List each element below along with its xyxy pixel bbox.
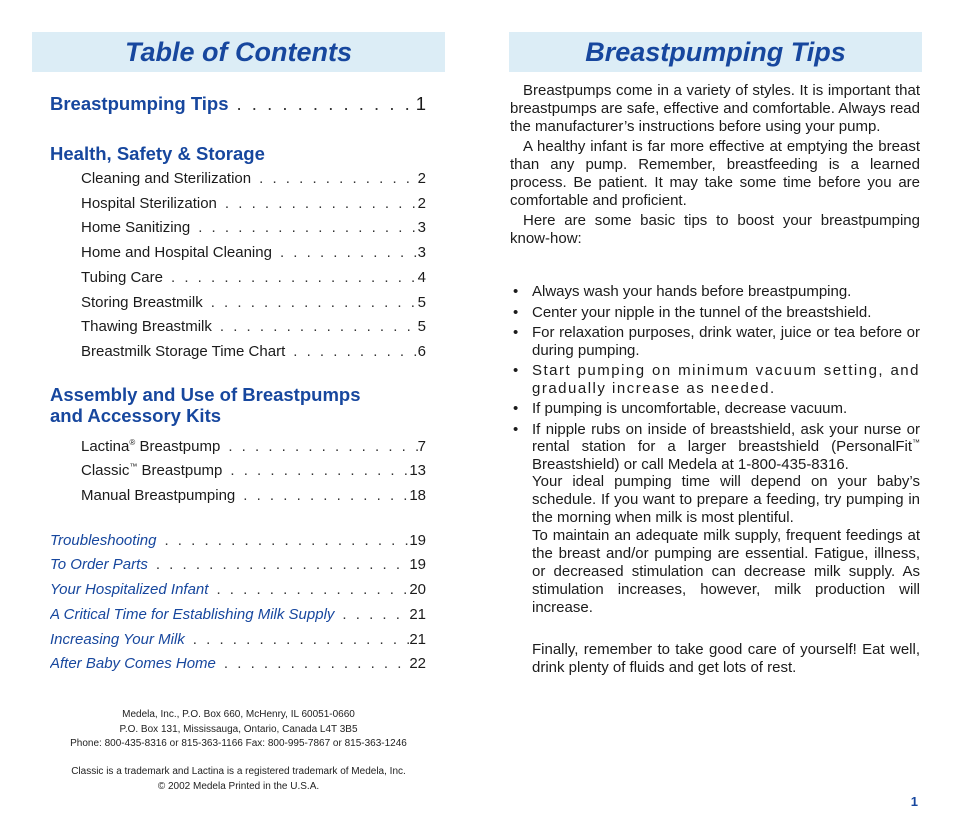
tips-list xyxy=(510,283,920,473)
toc-entry[interactable] xyxy=(50,315,426,340)
trademark-line: Classic is a trademark and Lactina is a registered trademark of Medela, Inc. xyxy=(71,766,406,777)
toc-entry-label: Your Hospitalized Infant xyxy=(50,581,209,599)
toc-entry-classic[interactable] xyxy=(50,459,426,484)
intro-paragraph: A healthy infant is far more effective at emptying the breast than any pump. Remember, breastfeeding is a learned process. Be patient. It may take some time before you are comfortable and proficient. xyxy=(510,138,920,209)
toc-page-number: 2 xyxy=(417,170,426,187)
toc-entry-after-baby[interactable] xyxy=(50,652,426,677)
toc-entry[interactable] xyxy=(50,192,426,217)
toc-entry-order-parts[interactable] xyxy=(50,553,426,578)
toc-page-number: 7 xyxy=(417,437,426,455)
table-of-contents xyxy=(50,92,426,677)
section-heading-line: Assembly and Use of Breastpumps xyxy=(50,383,361,405)
toc-page-number: 21 xyxy=(409,605,426,623)
company-address xyxy=(32,708,445,752)
address-line: Medela, Inc., P.O. Box 660, McHenry, IL 60051-0660 xyxy=(122,709,355,720)
toc-entry-label: Tubing Care xyxy=(81,268,163,286)
toc-entry-label: Troubleshooting xyxy=(50,531,157,549)
toc-entry-label: Hospital Sterilization xyxy=(81,194,217,212)
toc-entry-label: Lactina® Breastpump xyxy=(81,437,221,455)
leader-dots xyxy=(272,241,418,266)
tips-body xyxy=(510,82,920,677)
toc-entry-label: A Critical Time for Establishing Milk Supply xyxy=(50,605,335,623)
leader-dots xyxy=(222,459,409,484)
toc-page-number: 19 xyxy=(409,556,426,574)
toc-entry[interactable] xyxy=(50,291,426,316)
toc-entry[interactable] xyxy=(50,216,426,241)
toc-page-number: 18 xyxy=(409,487,426,505)
toc-page-number: 21 xyxy=(409,630,426,648)
toc-entry-label: Thawing Breastmilk xyxy=(81,318,212,336)
toc-entry-breastpumping-tips[interactable] xyxy=(50,92,426,116)
leader-dots xyxy=(148,553,409,578)
tip-item: • If pumping is uncomfortable, decrease vacuum. xyxy=(510,400,920,418)
toc-entry-label: Cleaning and Sterilization xyxy=(81,170,252,187)
toc-entry-label: Storing Breastmilk xyxy=(81,293,203,311)
toc-entry-label: Increasing Your Milk xyxy=(50,630,185,648)
toc-page-number: 6 xyxy=(417,342,426,360)
leader-dots xyxy=(235,484,409,509)
toc-entry-label: To Order Parts xyxy=(50,556,148,574)
section-heading-line: and Accessory Kits xyxy=(50,404,222,426)
tip-item: • Center your nipple in the tunnel of the breastshield. xyxy=(510,304,920,322)
toc-entry-label: Manual Breastpumping xyxy=(81,487,236,505)
leader-dots xyxy=(285,340,417,365)
toc-page-number: 3 xyxy=(417,219,426,237)
toc-page-number: 1 xyxy=(415,93,426,114)
leader-dots xyxy=(212,315,418,340)
leader-dots xyxy=(190,216,417,241)
section-heading-health: Health, Safety & Storage xyxy=(50,143,265,164)
toc-entry-lactina[interactable] xyxy=(50,435,426,460)
intro-paragraph: Here are some basic tips to boost your breastpumping know-how: xyxy=(510,212,920,247)
tip-item: • Always wash your hands before breastpumping. xyxy=(510,283,920,301)
tip-detail-paragraph: Your ideal pumping time will depend on your baby’s schedule. If you want to prepare a feeding, try pumping in the morning when milk is most plentiful. xyxy=(532,473,920,526)
closing-paragraph: Finally, remember to take good care of yourself! Eat well, drink plenty of fluids and get lots of rest. xyxy=(532,641,920,676)
leader-dots xyxy=(334,603,409,628)
toc-entry-troubleshooting[interactable] xyxy=(50,529,426,554)
toc-page-number: 5 xyxy=(417,293,426,311)
toc-page-number: 19 xyxy=(409,531,426,549)
toc-entry-increasing-milk[interactable] xyxy=(50,628,426,653)
leader-dots xyxy=(229,92,416,116)
leader-dots xyxy=(163,266,418,291)
tip-item: • If nipple rubs on inside of breastshield, ask your nurse or rental station for a larger breastshield (PersonalFit™ Breastshield) or call Medela at 1-800-435-8316. xyxy=(510,421,920,474)
tip-item: • Start pumping on minimum vacuum setting, and gradually increase as needed. xyxy=(510,362,920,397)
toc-page-number: 4 xyxy=(417,268,426,286)
leader-dots xyxy=(203,291,418,316)
leader-dots xyxy=(185,628,410,653)
address-line: P.O. Box 131, Mississauga, Ontario, Canada L4T 3B5 xyxy=(119,723,358,735)
leader-dots xyxy=(251,167,418,192)
toc-entry-hospitalized-infant[interactable] xyxy=(50,578,426,603)
toc-entry-label: After Baby Comes Home xyxy=(50,655,216,673)
toc-title-banner: Table of Contents xyxy=(32,32,445,72)
leader-dots xyxy=(156,529,409,554)
toc-entry[interactable] xyxy=(50,241,426,266)
leader-dots xyxy=(220,435,417,460)
toc-page-number: 13 xyxy=(409,462,426,480)
copyright-line: © 2002 Medela Printed in the U.S.A. xyxy=(157,780,320,792)
toc-entry-manual[interactable] xyxy=(50,484,426,509)
toc-entry-label: Classic™ Breastpump xyxy=(81,462,223,480)
toc-entry[interactable] xyxy=(50,266,426,291)
toc-entry-label: Home Sanitizing xyxy=(81,219,191,237)
toc-entry[interactable] xyxy=(50,340,426,365)
tips-title-banner: Breastpumping Tips xyxy=(509,32,922,72)
toc-page-number: 22 xyxy=(409,655,426,673)
address-line: Phone: 800-435-8316 or 815-363-1166 Fax: 800-995-7867 or 815-363-1246 xyxy=(70,738,407,749)
toc-page-number: 20 xyxy=(409,581,426,599)
tip-item: • For relaxation purposes, drink water, juice or tea before or during pumping. xyxy=(510,324,920,359)
section-heading-assembly xyxy=(50,384,426,426)
leader-dots xyxy=(217,192,418,217)
toc-entry-label: Breastpumping Tips xyxy=(50,93,229,114)
leader-dots xyxy=(216,652,409,677)
toc-entry-label: Home and Hospital Cleaning xyxy=(81,244,272,262)
intro-paragraph: Breastpumps come in a variety of styles. It is important that breastpumps are safe, effective and comfortable. Always read the manufacturer’s instructions before using your pump. xyxy=(510,82,920,135)
toc-page-number: 3 xyxy=(417,244,426,262)
leader-dots xyxy=(208,578,409,603)
toc-entry-label: Breastmilk Storage Time Chart xyxy=(81,342,286,360)
toc-entry[interactable] xyxy=(50,167,426,192)
tip-detail-paragraph: To maintain an adequate milk supply, frequent feedings at the breast and/or pumping are essential. Fatigue, illness, or decreased stimulation can decrease milk supply. As stimulation increases, however, milk production will increase. xyxy=(532,527,920,616)
toc-page-number: 5 xyxy=(417,318,426,336)
toc-entry-critical-time[interactable] xyxy=(50,603,426,628)
toc-page-number: 2 xyxy=(417,194,426,212)
page-number: 1 xyxy=(910,794,918,809)
trademark-notice xyxy=(32,765,445,794)
